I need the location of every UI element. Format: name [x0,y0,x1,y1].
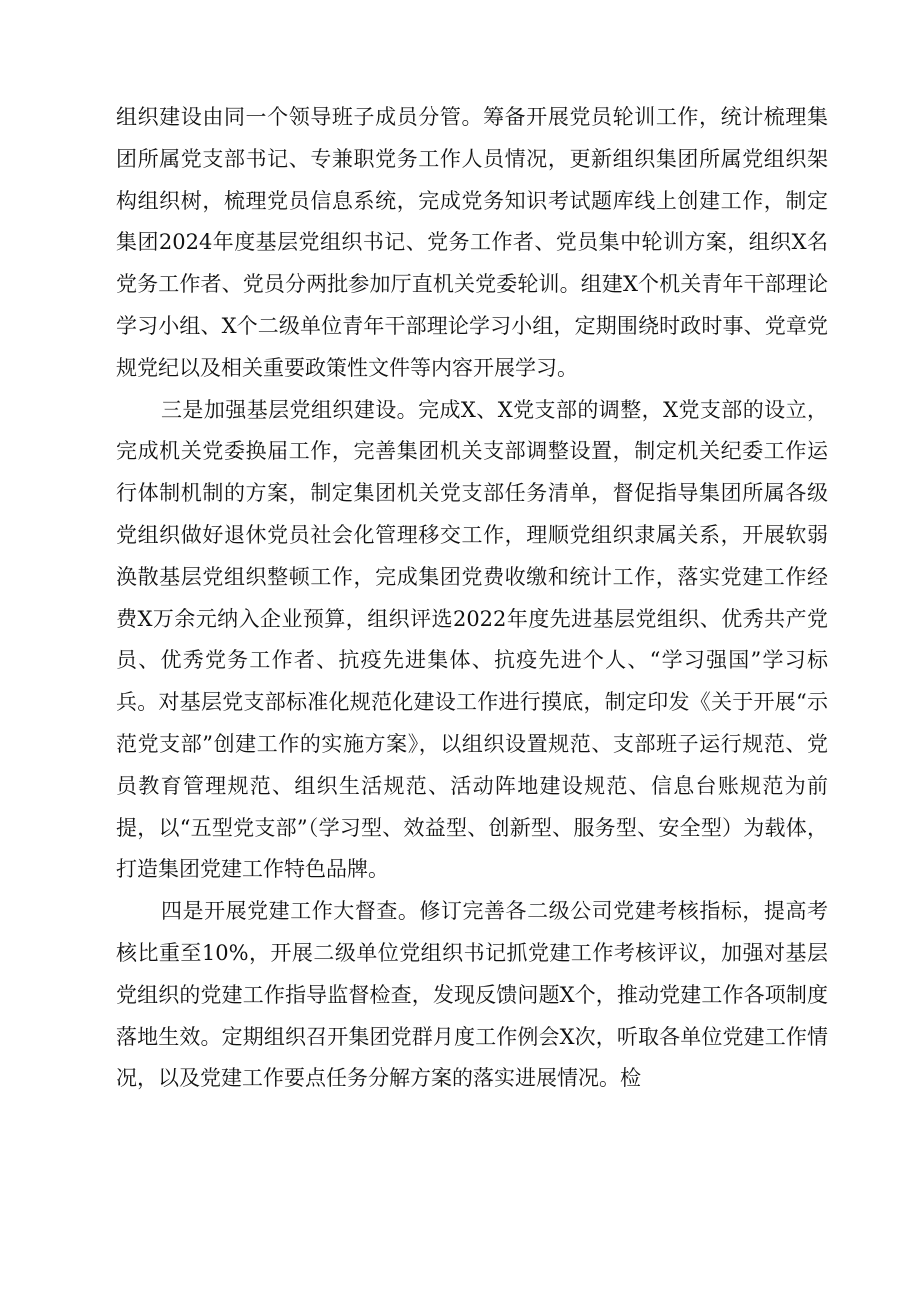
paragraph-section-four: 四是开展党建工作大督查。修订完善各二级公司党建考核指标，提高考核比重至10%，开展二级单位党组织书记抓党建工作考核评议，加强对基层党组织的党建工作指导监督检查，发现反馈问题X个，推动党建工作各项制度落地生效。定期组织召开集团党群月度工作例会X次，听取各单位党建工作情况，以及党建工作要点任务分解方案的落实进展情况。检 [116,899,828,1091]
document-body [116,97,828,1100]
paragraph-section-three: 三是加强基层党组织建设。完成X、X党支部的调整，X党支部的设立，完成机关党委换届工作，完善集团机关支部调整设置，制定机关纪委工作运行体制机制的方案，制定集团机关党支部任务清单，督促指导集团所属各级党组织做好退休党员社会化管理移交工作，理顺党组织隶属关系，开展软弱涣散基层党组织整顿工作，完成集团党费收缴和统计工作，落实党建工作经费X万余元纳入企业预算，组织评选2022年度先进基层党组织、优秀共产党员、优秀党务工作者、抗疫先进集体、抗疫先进个人、“学习强国”学习标兵。对基层党支部标准化规范化建设工作进行摸底，制定印发《关于开展“示范党支部”创建工作的实施方案》，以组织设置规范、支部班子运行规范、党员教育管理规范、组织生活规范、活动阵地建设规范、信息台账规范为前提，以“五型党支部”（学习型、效益型、创新型、服务型、安全型）为载体，打造集团党建工作特色品牌。 [116,397,828,882]
paragraph-continuation: 组织建设由同一个领导班子成员分管。筹备开展党员轮训工作，统计梳理集团所属党支部书记、专兼职党务工作人员情况，更新组织集团所属党组织架构组织树，梳理党员信息系统，完成党务知识考试题库线上创建工作，制定集团2024年度基层党组织书记、党务工作者、党员集中轮训方案，组织X名党务工作者、党员分两批参加厅直机关党委轮训。组建X个机关青年干部理论学习小组、X个二级单位青年干部理论学习小组，定期围绕时政时事、党章党规党纪以及相关重要政策性文件等内容开展学习。 [116,105,828,380]
